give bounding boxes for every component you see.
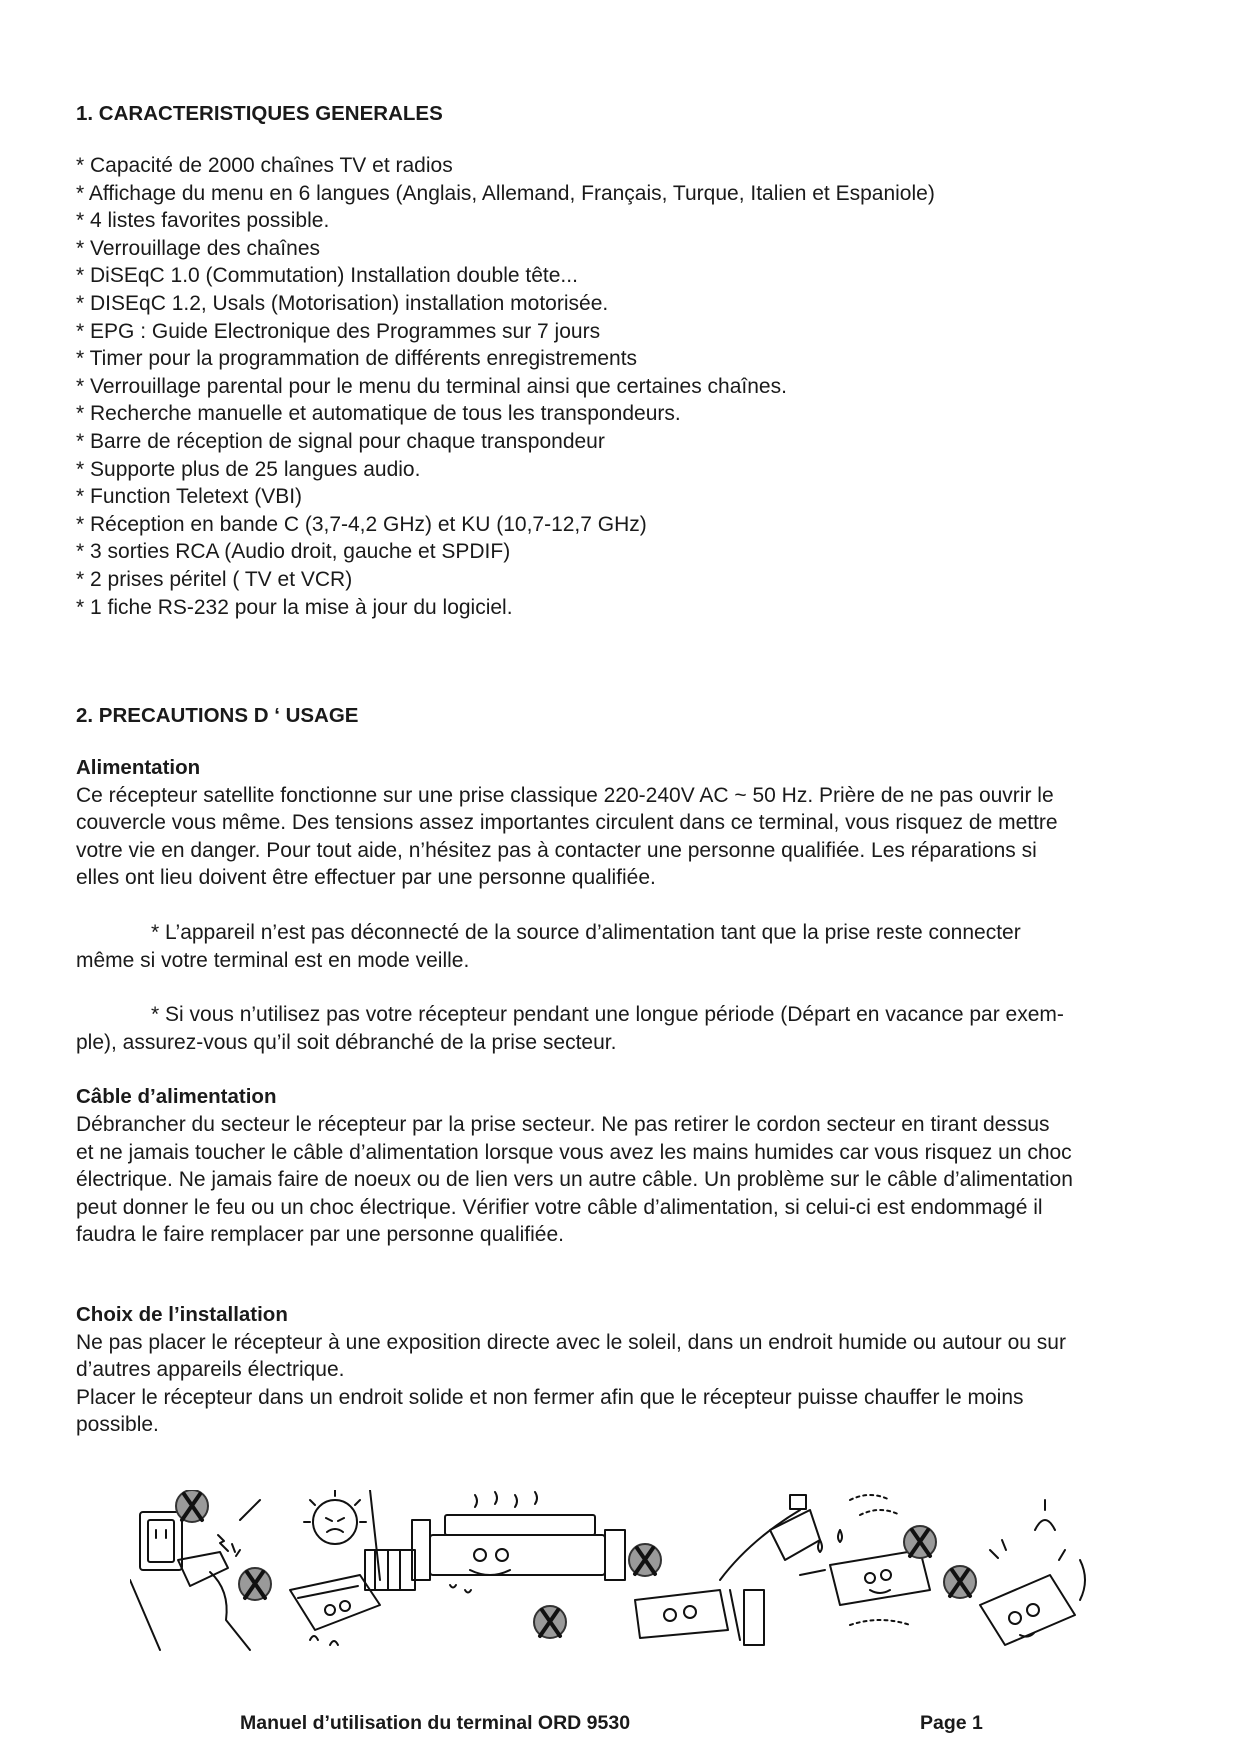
prohibited-x-icon: [534, 1606, 566, 1638]
feature-item: * Function Teletext (VBI): [76, 485, 303, 509]
alimentation-line: votre vie en danger. Pour tout aide, n’hésitez pas à contacter une personne qualifiée. Les réparations si: [76, 838, 1037, 862]
footer-manual-title: Manuel d’utilisation du terminal ORD 9530: [240, 1712, 631, 1734]
alimentation-heading: Alimentation: [76, 756, 201, 780]
feature-item: * Réception en bande C (3,7-4,2 GHz) et KU (10,7-12,7 GHz): [76, 512, 647, 536]
cable-line: peut donner le feu ou un choc électrique. Vérifier votre câble d’alimentation, si celui-ci est endommagé il: [76, 1195, 1043, 1219]
note-disconnect-cont: même si votre terminal est en mode veille.: [76, 948, 470, 972]
liquid-spray-illustration: [635, 1495, 820, 1645]
cable-line: Débrancher du secteur le récepteur par la prise secteur. Ne pas retirer le cordon secteur en tirant dessus: [76, 1113, 1050, 1137]
installation-line: possible.: [76, 1413, 159, 1437]
feature-item: * Supporte plus de 25 langues audio.: [76, 457, 421, 481]
prohibited-x-icon: [944, 1566, 976, 1598]
feature-item: * DiSEqC 1.0 (Commutation) Installation double tête...: [76, 264, 578, 288]
alimentation-line: elles ont lieu doivent être effectuer par une personne qualifiée.: [76, 866, 656, 890]
alimentation-line: Ce récepteur satellite fonctionne sur une prise classique 220-240V AC ~ 50 Hz. Prière de ne pas ouvrir le: [76, 783, 1054, 807]
feature-item: * Capacité de 2000 chaînes TV et radios: [76, 154, 453, 177]
feature-item: * DISEqC 1.2, Usals (Motorisation) installation motorisée.: [76, 291, 609, 315]
cable-line: faudra le faire remplacer par une personne qualifiée.: [76, 1223, 564, 1247]
feature-item: * Verrouillage parental pour le menu du terminal ainsi que certaines chaînes.: [76, 374, 787, 398]
section1-title: 1. CARACTERISTIQUES GENERALES: [76, 102, 443, 125]
stacked-devices-illustration: [412, 1492, 625, 1593]
cable-line: et ne jamais toucher le câble d’alimentation lorsque vous avez les mains humides car vous risquez un choc: [76, 1140, 1072, 1164]
prohibited-x-icon: [176, 1490, 208, 1522]
footer-page-number: Page 1: [920, 1712, 983, 1734]
note-unplug: * Si vous n’utilisez pas votre récepteur pendant une longue période (Départ en vacance par exem-: [151, 1003, 1064, 1027]
feature-item: * Timer pour la programmation de différents enregistrements: [76, 347, 638, 371]
installation-heading: Choix de l’installation: [76, 1303, 288, 1326]
prohibited-x-icon: [239, 1568, 271, 1600]
section2-title: 2. PRECAUTIONS D ‘ USAGE: [76, 704, 359, 728]
installation-line: Ne pas placer le récepteur à une exposition directe avec le soleil, dans un endroit humide ou autour ou sur: [76, 1330, 1066, 1354]
page-content: [76, 100, 1176, 1439]
feature-item: * Recherche manuelle et automatique de tous les transpondeurs.: [76, 402, 681, 426]
feature-item: * 2 prises péritel ( TV et VCR): [76, 567, 353, 591]
installation-line: Placer le récepteur dans un endroit solide et non fermer afin que le récepteur puisse chauffer le moins: [76, 1385, 1024, 1409]
cable-heading: Câble d’alimentation: [76, 1085, 277, 1109]
humidity-illustration: [800, 1495, 930, 1625]
feature-item: * Affichage du menu en 6 langues (Anglais, Allemand, Français, Turque, Italien et Espaniole): [76, 181, 935, 205]
features-list: [76, 152, 1176, 621]
installation-line: d’autres appareils électrique.: [76, 1358, 345, 1382]
feature-item: * 4 listes favorites possible.: [76, 209, 330, 233]
note-unplug-cont: ple), assurez-vous qu’il soit débranché de la prise secteur.: [76, 1030, 617, 1054]
section2: [76, 702, 1176, 1439]
feature-item: * EPG : Guide Electronique des Programmes sur 7 jours: [76, 319, 601, 343]
feature-item: * Barre de réception de signal pour chaque transpondeur: [76, 429, 605, 453]
alimentation-line: couvercle vous même. Des tensions assez importantes circulent dans ce terminal, vous risquez de mettre: [76, 811, 1058, 835]
safety-illustrations: [130, 1490, 1130, 1660]
prohibited-x-icon: [629, 1544, 661, 1576]
prohibited-x-icon: [904, 1526, 936, 1558]
feature-item: * Verrouillage des chaînes: [76, 236, 320, 260]
dropped-device-illustration: [980, 1500, 1085, 1645]
cable-line: électrique. Ne jamais faire de noeux ou de lien vers un autre câble. Un problème sur le câble d’alimentation: [76, 1168, 1073, 1192]
feature-item: * 3 sorties RCA (Audio droit, gauche et SPDIF): [76, 540, 511, 564]
sun-exposure-illustration: [290, 1490, 415, 1645]
feature-item: * 1 fiche RS-232 pour la mise à jour du logiciel.: [76, 595, 513, 619]
note-disconnect: * L’appareil n’est pas déconnecté de la source d’alimentation tant que la prise reste connecter: [151, 921, 1021, 945]
